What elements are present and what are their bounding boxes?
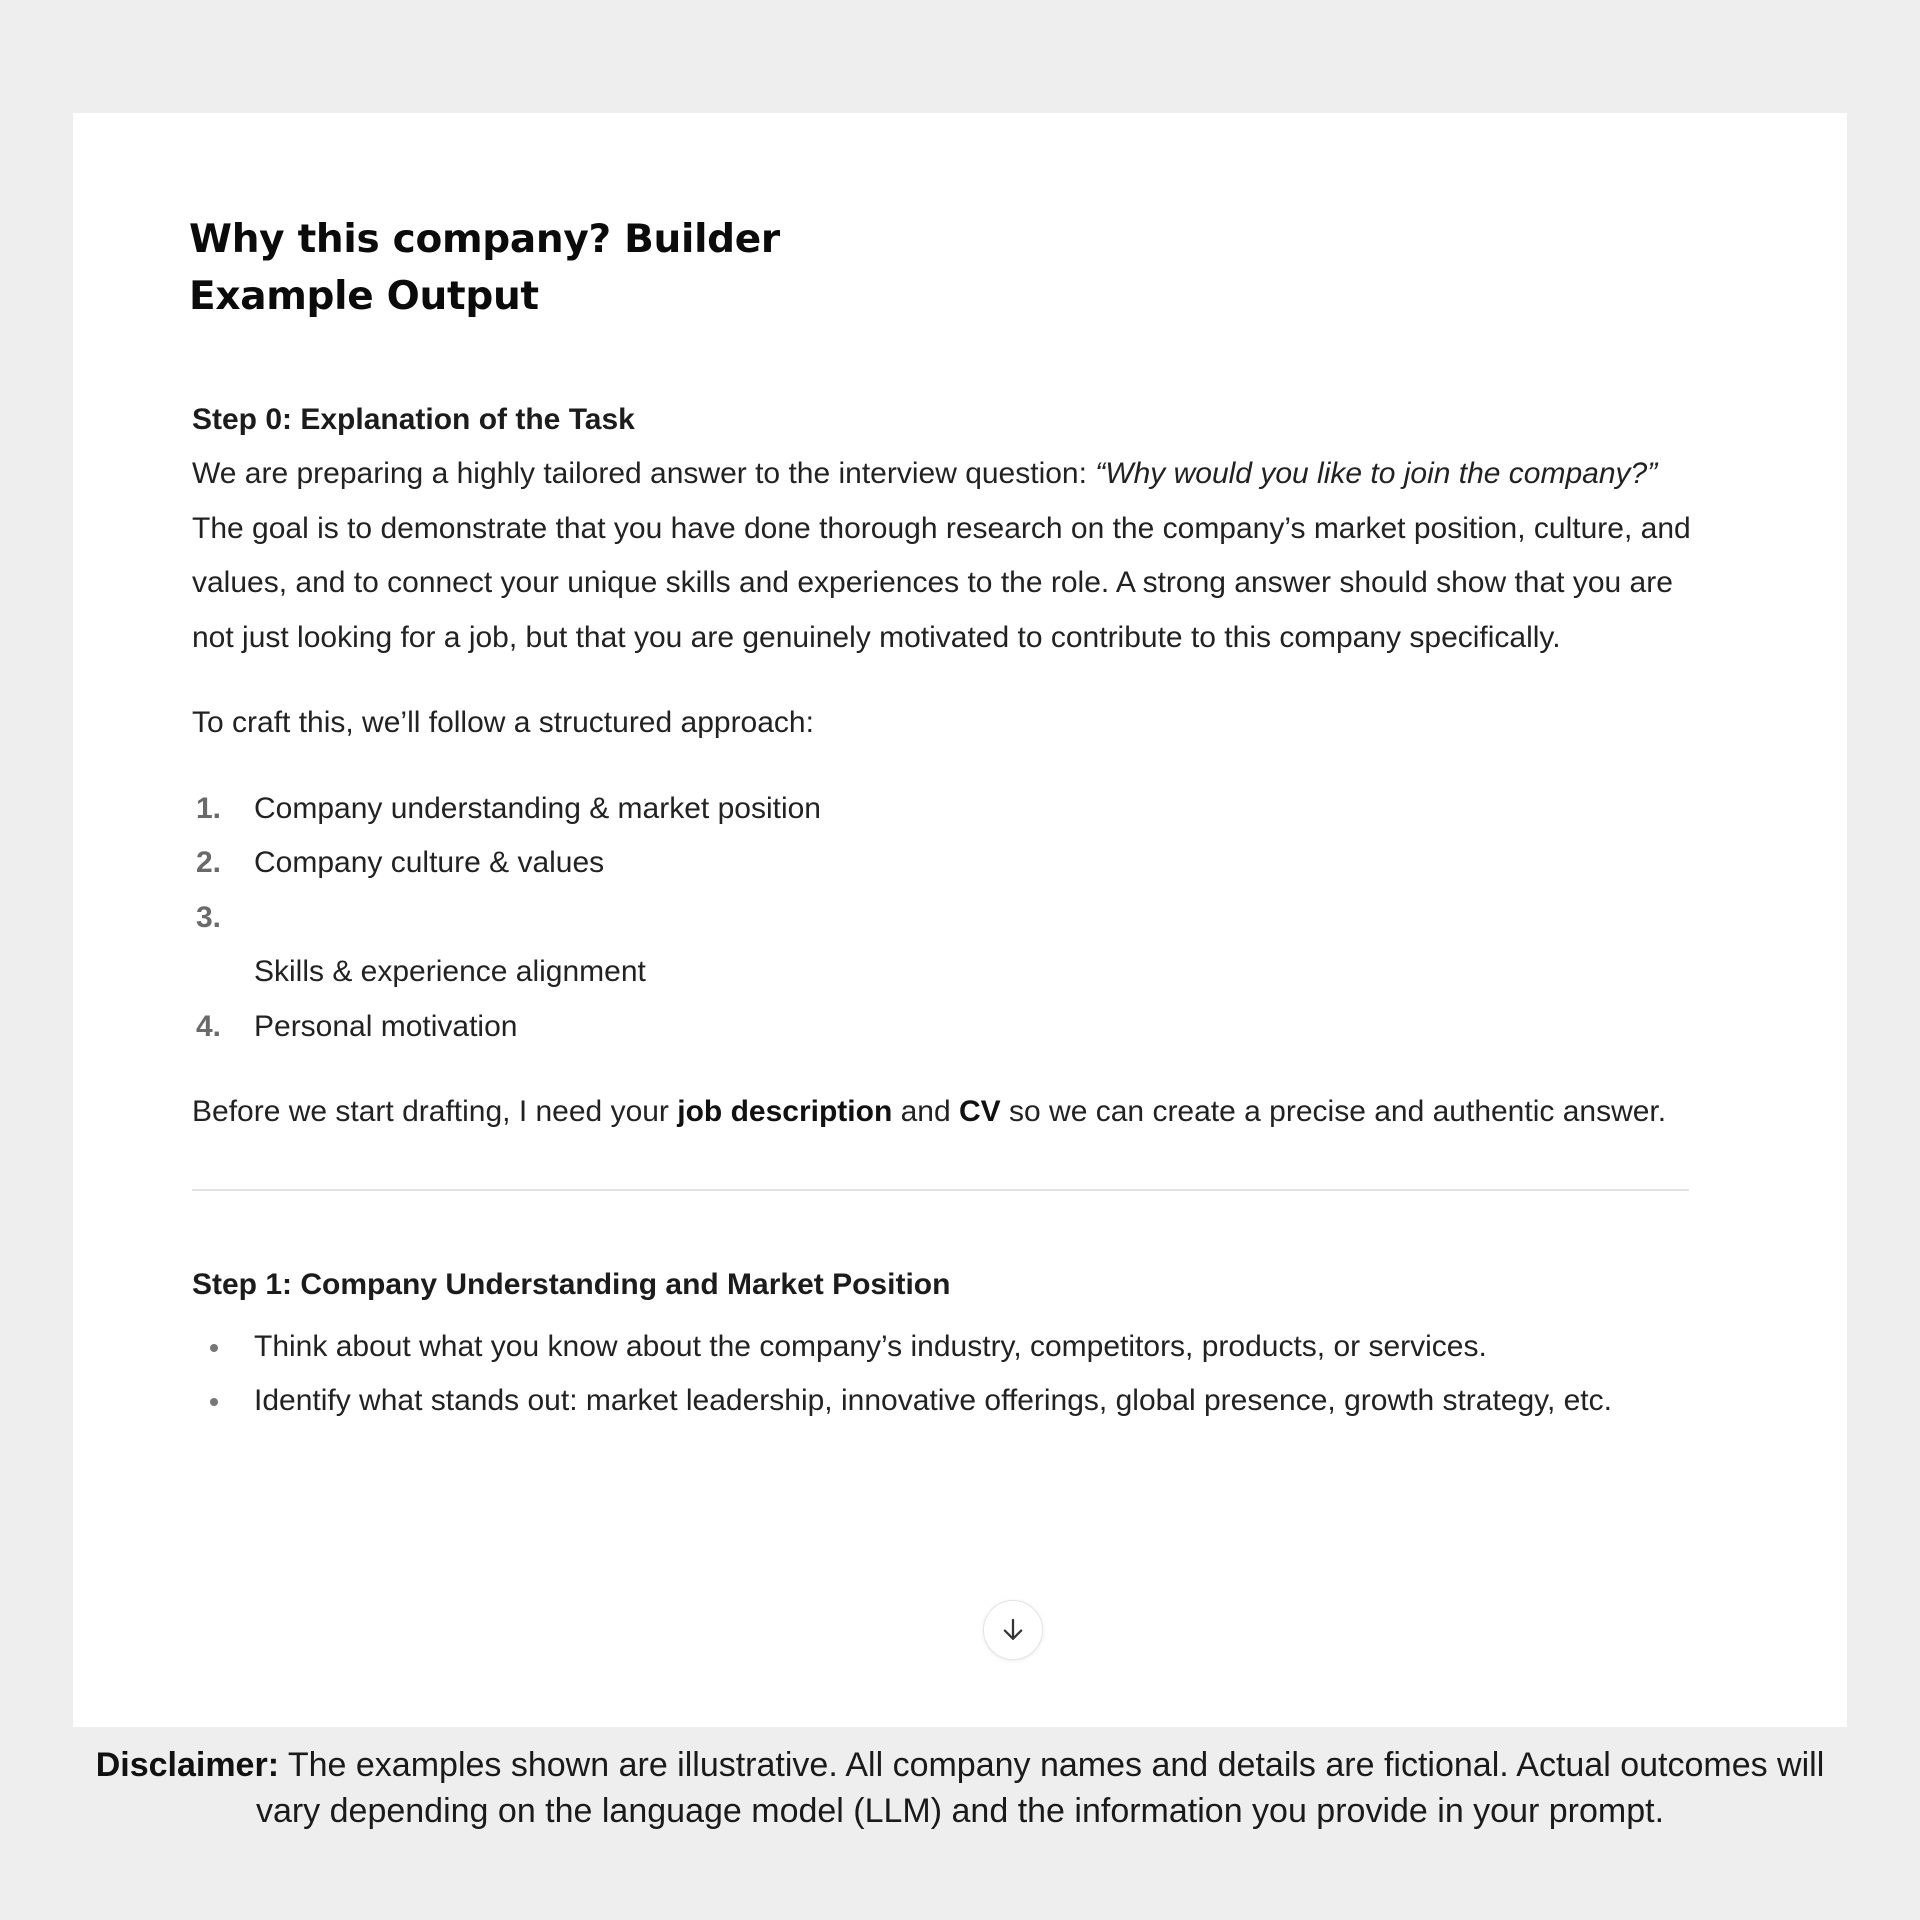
bullet-dot-icon (210, 1344, 218, 1352)
approach-text: To craft this, we’ll follow a structured approach: (192, 706, 814, 739)
request-text-end: so we can create a precise and authentic answer. (1000, 1095, 1667, 1128)
job-description-label: job description (677, 1095, 893, 1128)
page-title (189, 211, 780, 325)
list-item (192, 836, 1697, 891)
disclaimer-label: Disclaimer: (95, 1746, 280, 1784)
example-card (73, 113, 1847, 1727)
request-text-start: Before we start drafting, I need your (192, 1095, 678, 1128)
list-number: 4. (196, 1009, 222, 1043)
list-item-text: Personal motivation (254, 1009, 518, 1043)
list-item (192, 782, 1697, 837)
step0-intro-start: We are preparing a highly tailored answer to the interview question: (192, 457, 1096, 490)
interview-question: “Why would you like to join the company?” (1095, 457, 1658, 490)
list-item-text: Company understanding & market position (254, 791, 821, 825)
list-item-text: Skills & experience alignment (254, 955, 646, 988)
list-number: 3. (196, 900, 222, 934)
bullet-text: Identify what stands out: market leadership, innovative offerings, global presence, growth strategy, etc. (254, 1384, 1612, 1417)
list-item-text: Company culture & values (254, 846, 605, 879)
arrow-down-icon (998, 1615, 1028, 1645)
page-title-line1: Why this company? Builder (189, 217, 780, 262)
cv-label: CV (959, 1095, 1001, 1128)
list-item (192, 1374, 1697, 1429)
step0-intro-rest: The goal is to demonstrate that you have done thorough research on the company’s market position, culture, and values, and to connect your unique skills and experiences to the role. A strong answer should show that you are not just looking for a job, but that you are genuinely motivated to contribute to this company specifically. (192, 511, 1691, 654)
disclaimer-text: The examples shown are illustrative. All company names and details are fictional. Actual outcomes will vary depending on the language model (LLM) and the information you provide in your prompt. (255, 1746, 1825, 1830)
list-item (192, 1000, 1697, 1055)
section-divider (192, 1189, 1689, 1191)
bullet-text: Think about what you know about the company’s industry, competitors, products, or services. (254, 1329, 1487, 1363)
step1-heading: Step 1: Company Understanding and Market Position (192, 1267, 951, 1301)
step1-bullets (192, 1320, 1697, 1429)
list-number: 1. (196, 791, 222, 825)
chat-response (192, 393, 1697, 1429)
bullet-dot-icon (210, 1398, 218, 1406)
request-and: and (892, 1095, 960, 1128)
list-item (192, 1320, 1697, 1375)
list-item (192, 891, 1697, 1000)
step0-heading: Step 0: Explanation of the Task (192, 403, 635, 436)
request-text (192, 1085, 1697, 1140)
step0-intro (192, 447, 1697, 665)
scroll-to-bottom-button[interactable] (983, 1600, 1043, 1660)
page-title-line2: Example Output (189, 274, 539, 319)
approach-list (192, 782, 1697, 1055)
disclaimer (60, 1742, 1860, 1834)
list-number: 2. (196, 846, 222, 879)
